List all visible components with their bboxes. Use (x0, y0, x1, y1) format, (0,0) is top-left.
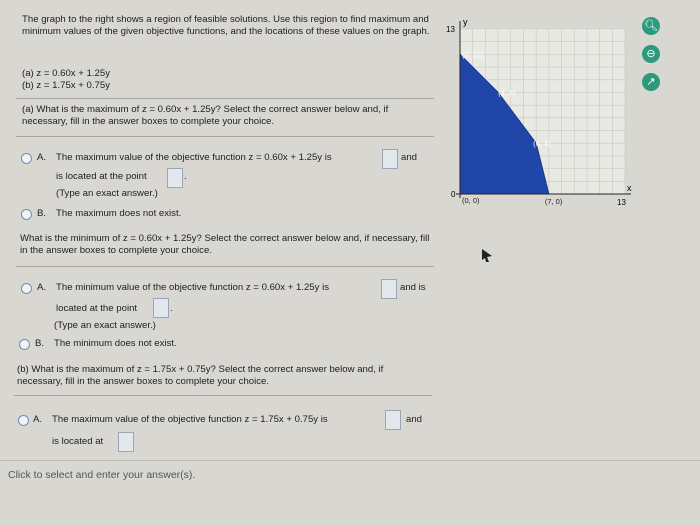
radio-b-max-option-a[interactable] (18, 415, 29, 426)
exact-answer-hint: (Type an exact answer.) (54, 320, 156, 331)
option-a-max-text: The maximum value of the objective function z = 0.60x + 1.25y is (56, 152, 332, 163)
option-a-min-point-text: located at the point (56, 303, 138, 314)
divider (16, 136, 434, 137)
min-value-input-a[interactable] (381, 279, 397, 299)
x-axis-label: x (627, 183, 632, 193)
intro-text: The graph to the right shows a region of feasible solutions. Use this region to find maximum and minimum values of the given objective functions, and the locations of these values on the graph. (22, 14, 430, 37)
option-b-min-label: B. (35, 338, 45, 349)
question-a-max: (a) What is the maximum of z = 0.60x + 1.25y? Select the correct answer below and, if necessary, fill in the answer boxes to complete your choice. (22, 104, 389, 127)
vertex-label: (3, 8) (498, 88, 516, 98)
question-b-max: (b) What is the maximum of z = 1.75x + 0.75y? Select the correct answer below and, if necessary, fill in the answer boxes to complete your choice. (17, 364, 384, 387)
function-a: (a) z = 0.60x + 1.25y (22, 68, 110, 79)
option-a-min-andis: and is (400, 282, 426, 293)
option-b-max-a-label: A. (33, 414, 43, 425)
vertex-label: (0, 11) (462, 50, 484, 60)
origin-label: 0 (451, 190, 456, 199)
y-axis-label: y (463, 17, 468, 27)
min-point-input-a[interactable] (153, 298, 169, 318)
period: . (170, 303, 173, 314)
option-a-min-label: A. (37, 282, 47, 293)
option-a-min-text: The minimum value of the objective function z = 0.60x + 1.25y is (56, 282, 330, 293)
question-a-min: What is the minimum of z = 0.60x + 1.25y? Select the correct answer below and, if necessary, fill in the answer boxes to complete your choice. (20, 233, 430, 256)
status-divider (0, 460, 700, 461)
function-b: (b) z = 1.75x + 0.75y (22, 80, 110, 91)
radio-a-min-option-a[interactable] (21, 283, 32, 294)
option-b-max-text: The maximum does not exist. (56, 208, 182, 219)
radio-a-max-option-b[interactable] (21, 209, 32, 220)
divider (16, 98, 434, 99)
exact-answer-hint: (Type an exact answer.) (56, 188, 158, 199)
zoom-in-icon[interactable]: 🔍︎ (642, 17, 660, 35)
radio-a-min-option-b[interactable] (19, 339, 30, 350)
status-text: Click to select and enter your answer(s). (8, 469, 196, 481)
option-a-max-label: A. (37, 152, 47, 163)
zoom-out-icon[interactable]: ⊖ (642, 45, 660, 63)
x-max-label: 13 (617, 198, 626, 207)
mouse-cursor-icon (480, 248, 494, 264)
option-b-max-and: and (406, 414, 423, 425)
max-point-input-b[interactable] (118, 432, 134, 452)
radio-a-max-option-a[interactable] (21, 153, 32, 164)
period: . (184, 171, 187, 182)
vertex-label: (6, 4) (533, 139, 551, 149)
option-a-max-point-text: is located at the point (56, 171, 147, 182)
vertex-label: (0, 0) (462, 196, 480, 205)
vertex-label: (7, 0) (544, 197, 563, 206)
y-max-label: 13 (446, 25, 455, 34)
max-value-input-a[interactable] (382, 149, 398, 169)
option-b-max-label: B. (37, 208, 47, 219)
popout-icon[interactable]: ↗ (642, 73, 660, 91)
max-point-input-a[interactable] (167, 168, 183, 188)
option-b-min-text: The minimum does not exist. (54, 338, 177, 349)
objective-functions (22, 68, 110, 92)
option-b-max-a-text: The maximum value of the objective function z = 1.75x + 0.75y is (52, 414, 328, 425)
option-a-max-and: and (401, 152, 418, 163)
option-b-max-located: is located at (52, 436, 104, 447)
feasible-region-graph (430, 14, 640, 229)
divider (16, 266, 434, 267)
divider (14, 395, 432, 396)
max-value-input-b[interactable] (385, 410, 401, 430)
